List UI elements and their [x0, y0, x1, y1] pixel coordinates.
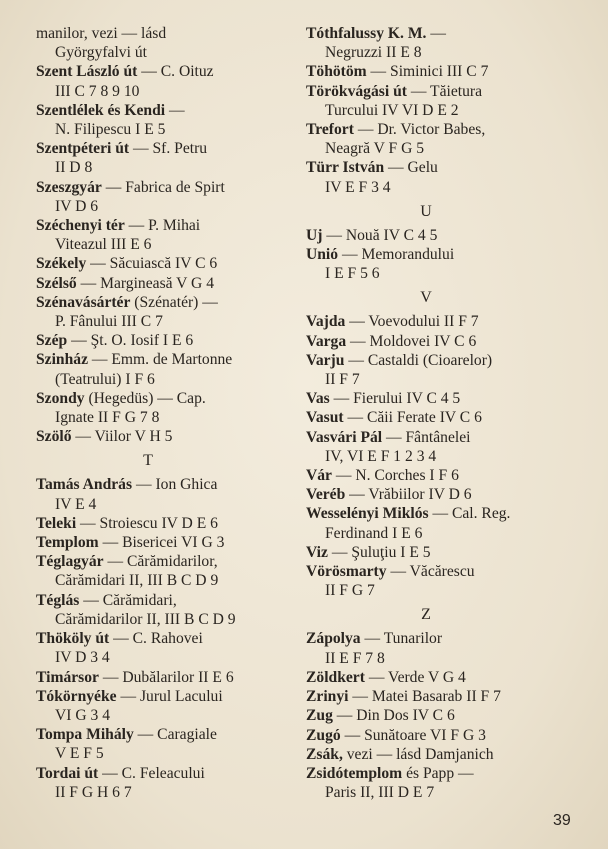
street-name-romanian: — Cărămidarilor, — [103, 553, 218, 571]
street-name-romanian: N. Filipescu I E 5 — [55, 121, 166, 139]
street-name-romanian: IV E 4 — [55, 495, 97, 513]
street-name-hungarian: Téglagyár — [36, 553, 104, 571]
page-number: 39 — [553, 812, 571, 829]
street-name-romanian: — Viilor V H 5 — [71, 428, 173, 446]
index-entry — [306, 82, 576, 120]
street-name-hungarian: Széchenyi tér — [36, 217, 125, 235]
street-name-romanian: IV E F 3 4 — [325, 178, 391, 196]
entry-line — [36, 591, 294, 610]
entry-continuation — [306, 783, 576, 802]
street-name-romanian: II F G H 6 7 — [55, 783, 132, 801]
entry-line — [36, 533, 294, 552]
index-entry — [306, 389, 576, 408]
entry-line — [36, 427, 294, 446]
street-name-hungarian: Vár — [306, 467, 332, 485]
street-name-romanian: — Tăietura — [406, 82, 483, 100]
index-entry — [306, 706, 576, 725]
entry-line — [36, 24, 294, 43]
street-name-romanian: — Sunătoare VI F G 3 — [340, 726, 486, 744]
entry-continuation — [306, 447, 576, 466]
street-name-romanian: Ignate II F G 7 8 — [55, 409, 160, 427]
street-name-hungarian: Tompa Mihály — [36, 726, 134, 744]
street-name-hungarian: Thököly út — [36, 630, 110, 648]
street-name-hungarian: Töhötöm — [306, 63, 367, 81]
entry-continuation — [36, 120, 294, 139]
entry-line — [36, 764, 294, 783]
street-name-romanian: IV D 3 4 — [55, 649, 110, 667]
index-entry — [36, 139, 294, 177]
section-letter: Z — [421, 606, 431, 624]
index-entry — [306, 543, 576, 562]
index-entry — [36, 764, 294, 802]
index-entry — [306, 726, 576, 745]
entry-continuation — [36, 235, 294, 254]
street-name-hungarian: Szép — [36, 332, 68, 350]
street-name-hungarian: Zrinyi — [306, 688, 349, 706]
street-name-romanian: — Ion Ghica — [132, 476, 218, 494]
index-entry — [306, 687, 576, 706]
street-name-romanian: — Sf. Petru — [129, 140, 208, 158]
entry-line — [36, 178, 294, 197]
street-name-hungarian: Templom — [36, 534, 99, 552]
street-name-romanian: — Stroiescu IV D E 6 — [76, 514, 218, 532]
street-name-hungarian: Vas — [306, 390, 330, 408]
street-name-romanian: — Memorandului — [338, 246, 455, 264]
entry-continuation — [306, 101, 576, 120]
street-name-romanian: II F G 7 — [325, 582, 375, 600]
entry-line — [306, 485, 576, 504]
entry-line — [306, 726, 576, 745]
index-entry — [306, 351, 576, 389]
street-name-hungarian: Szondy — [36, 389, 85, 407]
street-name-hungarian: Varju — [306, 351, 345, 369]
left-column — [36, 24, 294, 802]
entry-line — [306, 24, 576, 43]
index-entry — [36, 668, 294, 687]
street-name-hungarian: Uj — [306, 226, 323, 244]
street-name-romanian: — Margineasă V G 4 — [76, 274, 215, 292]
street-name-romanian: — Castaldi (Cioarelor) — [344, 351, 493, 369]
entry-continuation — [36, 197, 294, 216]
index-entry — [306, 562, 576, 600]
street-name-hungarian: Varga — [306, 332, 347, 350]
entry-continuation — [36, 158, 294, 177]
index-entry — [36, 24, 294, 62]
index-entry — [36, 331, 294, 350]
street-name-romanian: Neagră V F G 5 — [325, 140, 425, 158]
street-name-romanian: — Fântânelei — [382, 428, 471, 446]
index-entry — [36, 178, 294, 216]
section-letter: T — [143, 452, 153, 470]
street-name-romanian: Viteazul III E 6 — [55, 236, 152, 254]
entry-line — [36, 274, 294, 293]
street-name-romanian: — Jurul Lacului — [116, 687, 223, 705]
entry-continuation — [36, 495, 294, 514]
entry-line — [36, 389, 294, 408]
street-name-romanian: és Papp — — [402, 764, 474, 782]
street-name-hungarian: Wesselényi Miklós — [306, 505, 429, 523]
entry-line — [36, 629, 294, 648]
entry-continuation — [36, 82, 294, 101]
street-name-romanian: — Dr. Victor Babes, — [353, 121, 486, 139]
street-name-romanian: — Nouă IV C 4 5 — [322, 226, 438, 244]
street-name-hungarian: Tókörnyéke — [36, 687, 117, 705]
index-entry — [306, 408, 576, 427]
entry-line — [36, 552, 294, 571]
index-entry — [36, 591, 294, 629]
index-entry — [36, 274, 294, 293]
street-name-romanian: — Gelu — [384, 159, 438, 177]
street-name-hungarian: Unió — [306, 246, 339, 264]
street-name-hungarian: Vasvári Pál — [306, 428, 383, 446]
street-name-romanian: — Căii Ferate IV C 6 — [343, 409, 482, 427]
street-name-hungarian: Zsidótemplom — [306, 764, 403, 782]
street-name-romanian: — — [165, 101, 185, 119]
index-entry — [36, 687, 294, 725]
entry-continuation — [306, 649, 576, 668]
entry-line — [36, 62, 294, 81]
street-name-romanian: manilor, vezi — lásd — [36, 25, 167, 42]
street-name-romanian: Turcului IV VI D E 2 — [325, 101, 459, 119]
street-name-hungarian: Szölő — [36, 428, 72, 446]
street-name-hungarian: Tordai út — [36, 764, 99, 782]
street-name-romanian: — Din Dos IV C 6 — [332, 707, 455, 725]
entry-line — [306, 82, 576, 101]
street-name-romanian: P. Fânului III C 7 — [55, 313, 163, 331]
entry-continuation — [36, 706, 294, 725]
street-name-romanian: — C. Rahovei — [109, 630, 203, 648]
street-name-romanian: II F 7 — [325, 371, 360, 389]
entry-line — [306, 504, 576, 523]
entry-line — [306, 687, 576, 706]
index-entry — [306, 332, 576, 351]
index-entry — [306, 24, 576, 62]
index-entry — [36, 101, 294, 139]
entry-continuation — [306, 178, 576, 197]
entry-line — [306, 562, 576, 581]
street-name-hungarian: Törökvágási út — [306, 82, 407, 100]
street-name-hungarian: Türr István — [306, 159, 385, 177]
street-name-romanian: Negruzzi II E 8 — [325, 44, 422, 62]
entry-line — [306, 351, 576, 370]
street-name-romanian: — Vrăbiilor IV D 6 — [345, 486, 472, 504]
street-name-romanian: — Caragiale — [133, 726, 217, 744]
street-name-hungarian: Trefort — [306, 121, 354, 139]
street-name-romanian: — N. Corches I F 6 — [331, 467, 459, 485]
entry-line — [36, 514, 294, 533]
street-name-romanian: — Emm. de Martonne — [88, 351, 233, 369]
street-name-hungarian: Teleki — [36, 514, 77, 532]
street-name-romanian: — Fabrica de Spirt — [101, 178, 225, 196]
index-entry — [306, 158, 576, 196]
entry-line — [306, 332, 576, 351]
street-name-hungarian: Zsák, — [306, 745, 343, 763]
street-name-hungarian: Zöldkert — [306, 668, 365, 686]
entry-continuation — [306, 264, 576, 283]
index-entry — [36, 427, 294, 446]
entry-line — [306, 745, 576, 764]
entry-line — [306, 408, 576, 427]
entry-line — [306, 62, 576, 81]
street-name-romanian: (Szénatér) — — [130, 293, 218, 311]
street-name-hungarian: Veréb — [306, 486, 346, 504]
entry-continuation — [306, 524, 576, 543]
street-name-romanian: — P. Mihai — [124, 217, 201, 235]
index-entry — [306, 485, 576, 504]
entry-continuation — [36, 571, 294, 590]
index-entry — [36, 389, 294, 427]
index-entry — [306, 504, 576, 542]
street-name-romanian: Cărămidarilor II, III B C D 9 — [55, 610, 236, 628]
index-entry — [36, 475, 294, 513]
index-entry — [306, 745, 576, 764]
entry-line — [36, 350, 294, 369]
entry-continuation — [36, 610, 294, 629]
entry-continuation — [36, 783, 294, 802]
entry-line — [306, 428, 576, 447]
index-entry — [36, 62, 294, 100]
entry-continuation — [306, 139, 576, 158]
entry-continuation — [306, 370, 576, 389]
entry-line — [36, 668, 294, 687]
street-name-romanian: II D 8 — [55, 159, 93, 177]
street-name-hungarian: Szénavásártér — [36, 293, 131, 311]
entry-continuation — [36, 744, 294, 763]
street-name-romanian: — Văcărescu — [386, 563, 475, 581]
entry-line — [306, 245, 576, 264]
street-name-hungarian: Vörösmarty — [306, 563, 387, 581]
entry-line — [36, 139, 294, 158]
street-name-romanian: — Siminici III C 7 — [366, 63, 489, 81]
street-name-hungarian: Tamás András — [36, 476, 133, 494]
street-name-romanian: — Voevodului II F 7 — [345, 313, 479, 331]
street-name-romanian: — Săcuiască IV C 6 — [86, 255, 218, 273]
street-name-romanian: (Teatrului) I F 6 — [55, 370, 155, 388]
street-name-hungarian: Timársor — [36, 668, 99, 686]
street-name-romanian: — Dubălarilor II E 6 — [98, 668, 234, 686]
section-letter: U — [420, 202, 432, 220]
index-entry — [306, 668, 576, 687]
entry-line — [36, 475, 294, 494]
entry-continuation — [306, 43, 576, 62]
street-name-hungarian: Szent László út — [36, 63, 138, 81]
street-name-hungarian: Zug — [306, 707, 333, 725]
index-entry — [36, 533, 294, 552]
street-name-romanian: — — [426, 25, 446, 42]
index-entry — [306, 62, 576, 81]
street-name-romanian: IV, VI E F 1 2 3 4 — [325, 447, 437, 465]
entry-line — [306, 764, 576, 783]
section-letter: V — [420, 289, 432, 307]
street-name-hungarian: Szélső — [36, 274, 77, 292]
street-name-romanian: — Cărămidari, — [79, 591, 177, 609]
entry-line — [36, 293, 294, 312]
entry-line — [36, 725, 294, 744]
street-name-romanian: — Matei Basarab II F 7 — [348, 688, 501, 706]
entry-line — [36, 216, 294, 235]
entry-line — [306, 226, 576, 245]
entry-continuation — [36, 43, 294, 62]
right-column — [306, 24, 576, 802]
street-name-romanian: IV D 6 — [55, 197, 99, 215]
street-name-romanian: — Şuluţiu I E 5 — [327, 543, 431, 561]
index-entry — [36, 350, 294, 388]
entry-line — [306, 158, 576, 177]
index-entry — [306, 226, 576, 245]
entry-line — [36, 101, 294, 120]
entry-line — [306, 312, 576, 331]
street-name-romanian: — Cal. Reg. — [428, 505, 511, 523]
street-name-hungarian: Tóthfalussy K. M. — [306, 25, 427, 42]
entry-line — [36, 254, 294, 273]
street-name-romanian: — Moldovei IV C 6 — [346, 332, 477, 350]
street-name-hungarian: Viz — [306, 543, 328, 561]
street-name-romanian: — Bisericei VI G 3 — [98, 534, 225, 552]
street-name-hungarian: Vajda — [306, 313, 346, 331]
street-name-hungarian: Vasut — [306, 409, 344, 427]
entry-line — [306, 706, 576, 725]
entry-line — [306, 389, 576, 408]
street-name-romanian: VI G 3 4 — [55, 706, 111, 724]
entry-line — [306, 543, 576, 562]
index-entry — [306, 629, 576, 667]
index-entry — [306, 312, 576, 331]
street-name-romanian: — C. Feleacului — [98, 764, 205, 782]
index-entry — [36, 216, 294, 254]
street-name-romanian: II E F 7 8 — [325, 649, 385, 667]
entry-continuation — [36, 648, 294, 667]
entry-continuation — [36, 312, 294, 331]
index-entry — [306, 428, 576, 466]
street-name-romanian: V E F 5 — [55, 745, 104, 763]
index-entry — [36, 254, 294, 273]
entry-continuation — [36, 408, 294, 427]
street-name-romanian: vezi — lásd Damjanich — [342, 745, 494, 763]
index-entry — [36, 514, 294, 533]
street-name-romanian: Györgyfalvi út — [55, 44, 147, 62]
street-name-romanian: Ferdinand I E 6 — [325, 524, 423, 542]
index-entry — [36, 552, 294, 590]
street-name-hungarian: Szinház — [36, 351, 88, 369]
street-name-hungarian: Székely — [36, 255, 87, 273]
entry-line — [306, 466, 576, 485]
index-entry — [36, 725, 294, 763]
entry-line — [36, 331, 294, 350]
index-entry — [306, 764, 576, 802]
street-name-romanian: III C 7 8 9 10 — [55, 82, 140, 100]
street-name-romanian: — Şt. O. Iosif I E 6 — [67, 332, 194, 350]
entry-line — [306, 668, 576, 687]
index-entry — [36, 629, 294, 667]
index-entry — [36, 293, 294, 331]
entry-line — [306, 120, 576, 139]
street-name-romanian: (Hegedüs) — Cap. — [84, 389, 206, 407]
index-entry — [306, 245, 576, 283]
street-name-romanian: — Fierului IV C 4 5 — [329, 390, 461, 408]
street-name-romanian: Paris II, III D E 7 — [325, 784, 435, 802]
index-entry — [306, 466, 576, 485]
street-name-romanian: I E F 5 6 — [325, 265, 380, 283]
street-name-romanian: — Tunarilor — [360, 630, 443, 648]
street-name-hungarian: Szeszgyár — [36, 178, 102, 196]
entry-continuation — [36, 370, 294, 389]
street-name-hungarian: Téglás — [36, 591, 80, 609]
street-name-hungarian: Zápolya — [306, 630, 361, 648]
entry-line — [306, 629, 576, 648]
street-name-hungarian: Zugó — [306, 726, 341, 744]
entry-continuation — [306, 581, 576, 600]
entry-line — [36, 687, 294, 706]
index-entry — [306, 120, 576, 158]
street-name-hungarian: Szentlélek és Kendi — [36, 101, 166, 119]
street-name-romanian: — Verde V G 4 — [364, 668, 466, 686]
street-name-romanian: — C. Oituz — [137, 63, 214, 81]
street-name-hungarian: Szentpéteri út — [36, 140, 130, 158]
street-name-romanian: Cărămidari II, III B C D 9 — [55, 572, 219, 590]
